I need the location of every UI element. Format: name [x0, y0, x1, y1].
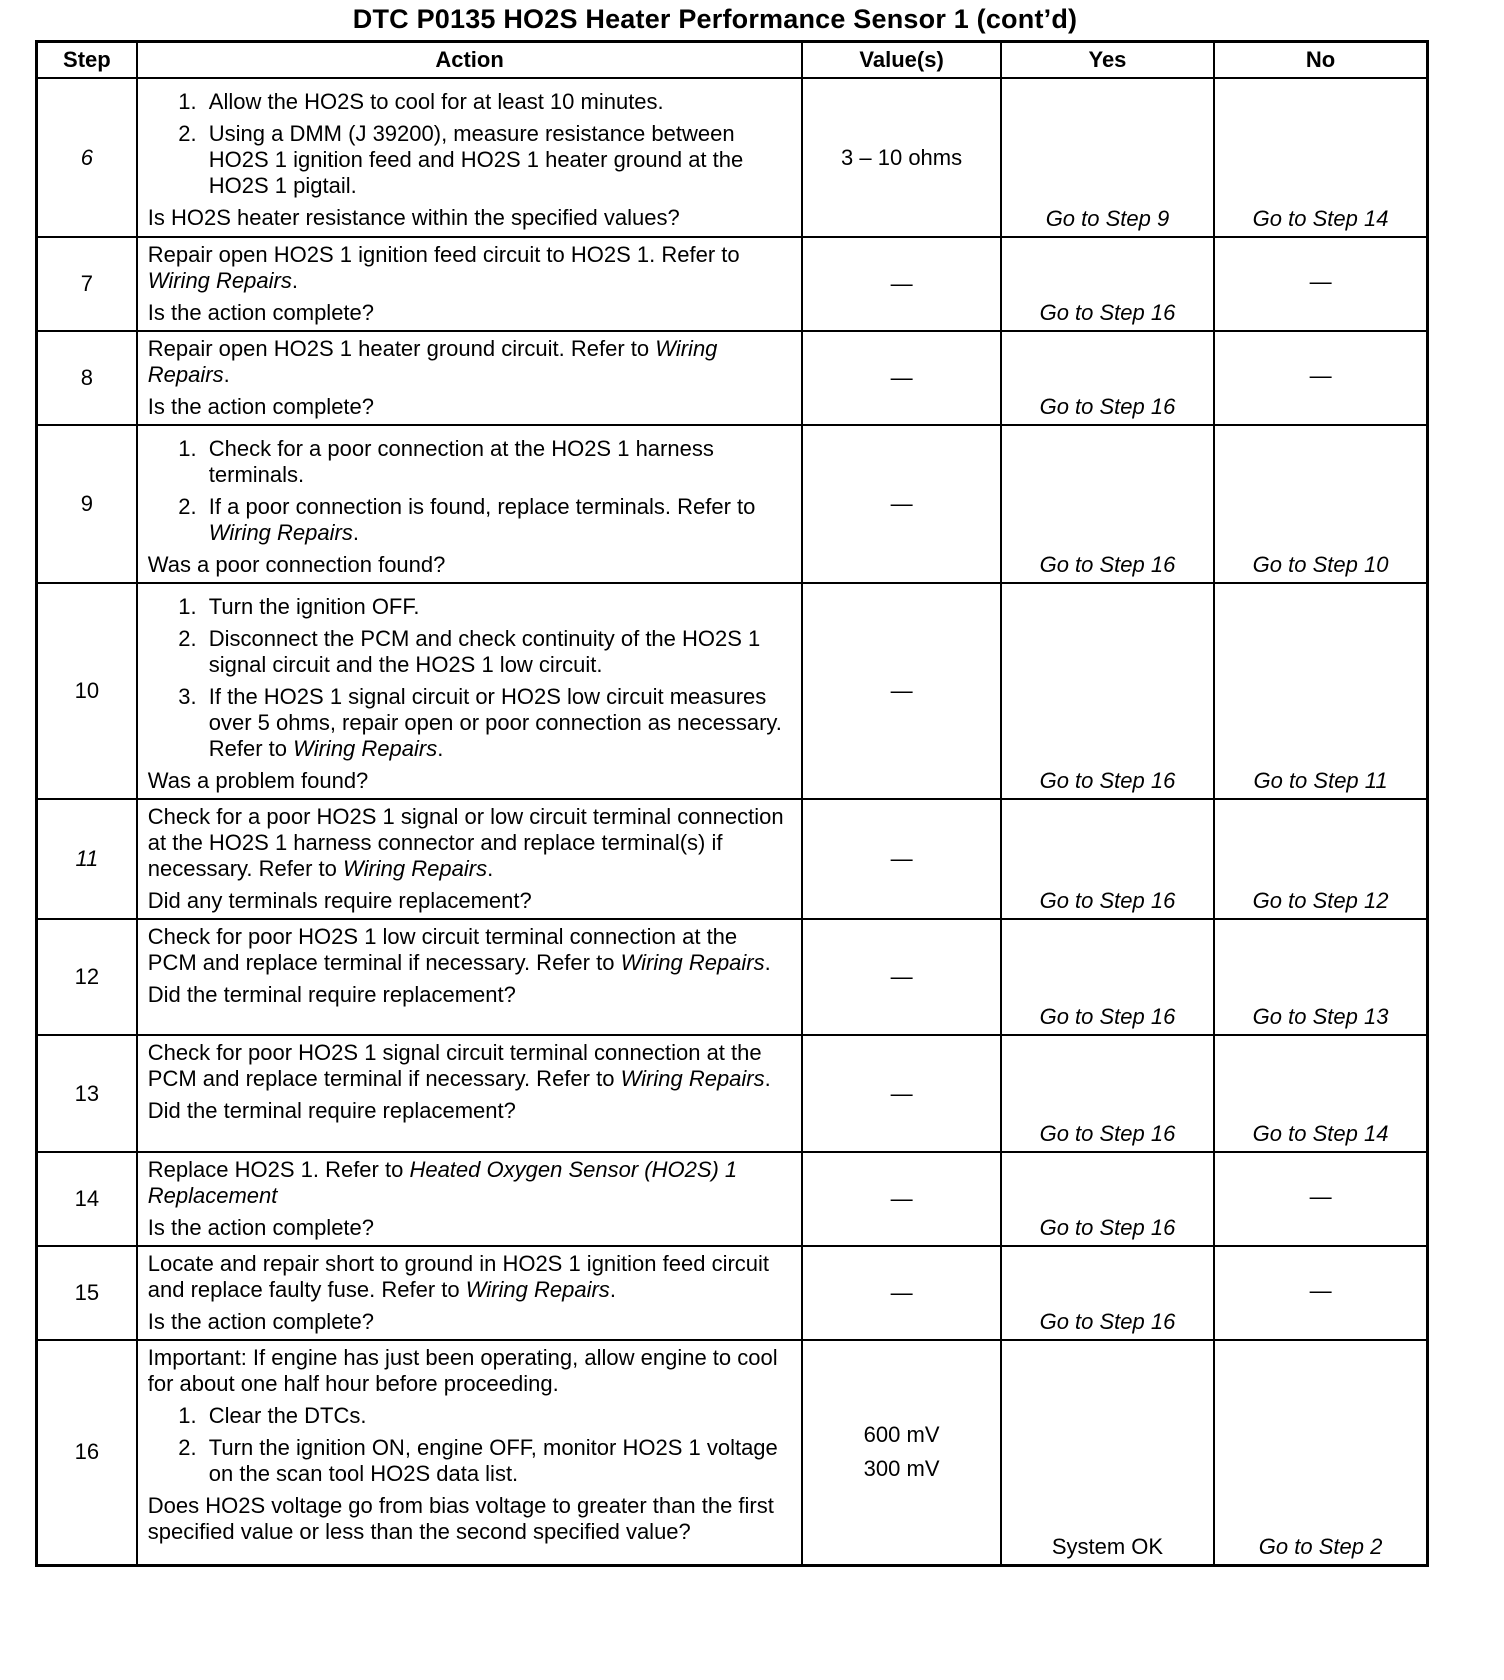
no-result: Go to Step 2 — [1214, 1340, 1427, 1565]
yes-result: Go to Step 16 — [1001, 1152, 1214, 1246]
action-text: Important: If engine has just been operating, allow engine to cool for about one half hour before proceeding. — [147, 1345, 778, 1396]
action-question: Was a poor connection found? — [147, 552, 446, 577]
value-cell — [802, 919, 1000, 1035]
value-cell — [802, 237, 1000, 331]
action-question: Did the terminal require replacement? — [147, 982, 516, 1007]
action-steps-list — [148, 594, 792, 762]
no-result: Go to Step 13 — [1214, 919, 1427, 1035]
yes-result: Go to Step 16 — [1001, 237, 1214, 331]
no-result: Go to Step 11 — [1214, 583, 1427, 799]
spec-value: — — [890, 1280, 913, 1305]
no-result: — — [1214, 1246, 1427, 1340]
table-row — [37, 919, 1428, 1035]
action-steps-list — [148, 89, 792, 199]
action-text: Locate and repair short to ground in HO2S 1 ignition feed circuit and replace faulty fuse. Refer to Wiring Repairs. — [147, 1251, 770, 1302]
action-question: Is the action complete? — [147, 394, 375, 419]
value-cell — [802, 583, 1000, 799]
value-cell — [802, 1246, 1000, 1340]
action-text: Replace HO2S 1. Refer to Heated Oxygen Sensor (HO2S) 1 Replacement — [147, 1157, 738, 1208]
action-cell — [137, 583, 803, 799]
action-cell — [137, 331, 803, 425]
action-cell — [137, 1152, 803, 1246]
action-cell — [137, 237, 803, 331]
value-cell — [802, 799, 1000, 919]
yes-result: Go to Step 16 — [1001, 583, 1214, 799]
yes-result: Go to Step 9 — [1001, 78, 1214, 237]
action-text: Check for poor HO2S 1 low circuit terminal connection at the PCM and replace terminal if necessary. Refer to Wiring Repairs. — [147, 924, 771, 975]
header-yes: Yes — [1001, 42, 1214, 79]
step-number: 6 — [37, 78, 137, 237]
action-step: 2. Using a DMM (J 39200), measure resistance between HO2S 1 ignition feed and HO2S 1 heater ground at the HO2S 1 pigtail. — [203, 121, 792, 199]
table-row — [37, 237, 1428, 331]
spec-value: — — [890, 491, 913, 516]
table-row — [37, 1152, 1428, 1246]
action-cell — [137, 78, 803, 237]
action-step: 1. Turn the ignition OFF. — [203, 594, 792, 620]
action-step: 1. Clear the DTCs. — [203, 1403, 792, 1429]
action-cell — [137, 799, 803, 919]
yes-result: Go to Step 16 — [1001, 799, 1214, 919]
value-cell — [802, 1152, 1000, 1246]
value-cell — [802, 78, 1000, 237]
action-text: Check for poor HO2S 1 signal circuit terminal connection at the PCM and replace terminal if necessary. Refer to Wiring Repairs. — [147, 1040, 771, 1091]
action-step: 2. Disconnect the PCM and check continuity of the HO2S 1 signal circuit and the HO2S 1 low circuit. — [203, 626, 792, 678]
action-cell — [137, 425, 803, 583]
action-question: Is HO2S heater resistance within the specified values? — [147, 205, 680, 230]
table-body — [37, 78, 1428, 1565]
spec-value: — — [890, 846, 913, 871]
action-step: 1. Check for a poor connection at the HO2S 1 harness terminals. — [203, 436, 792, 488]
table-row — [37, 425, 1428, 583]
step-number: 14 — [37, 1152, 137, 1246]
action-cell — [137, 1035, 803, 1152]
step-number: 12 — [37, 919, 137, 1035]
action-question: Was a problem found? — [147, 768, 369, 793]
spec-value: 600 mV — [863, 1422, 940, 1448]
header-row — [37, 42, 1428, 79]
spec-value: 300 mV — [863, 1456, 940, 1482]
spec-value: — — [890, 1186, 913, 1211]
step-number: 8 — [37, 331, 137, 425]
spec-value: 3 – 10 ohms — [841, 144, 963, 170]
spec-value: — — [890, 964, 913, 989]
yes-result: Go to Step 16 — [1001, 331, 1214, 425]
step-number: 11 — [37, 799, 137, 919]
no-result: Go to Step 10 — [1214, 425, 1427, 583]
yes-result: Go to Step 16 — [1001, 919, 1214, 1035]
diagnostic-table — [35, 40, 1429, 1567]
step-number: 7 — [37, 237, 137, 331]
table-row — [37, 1246, 1428, 1340]
action-question: Is the action complete? — [147, 1215, 375, 1240]
spec-value: — — [890, 271, 913, 296]
table-row — [37, 799, 1428, 919]
no-result: Go to Step 14 — [1214, 78, 1427, 237]
no-result: — — [1214, 331, 1427, 425]
page-title: DTC P0135 HO2S Heater Performance Sensor 1 (cont’d) — [352, 4, 1078, 34]
table-row — [37, 78, 1428, 237]
action-question: Did any terminals require replacement? — [147, 888, 532, 913]
value-cell — [802, 1035, 1000, 1152]
yes-result: System OK — [1001, 1340, 1214, 1565]
action-steps-list — [148, 436, 792, 546]
step-number: 9 — [37, 425, 137, 583]
no-result: — — [1214, 1152, 1427, 1246]
action-step: 2. If a poor connection is found, replace terminals. Refer to Wiring Repairs. — [203, 494, 792, 546]
header-values: Value(s) — [802, 42, 1000, 79]
action-cell — [137, 1246, 803, 1340]
yes-result: Go to Step 16 — [1001, 1035, 1214, 1152]
header-step: Step — [37, 42, 137, 79]
action-text: Check for a poor HO2S 1 signal or low circuit terminal connection at the HO2S 1 harness connector and replace terminal(s) if necessary. Refer to Wiring Repairs. — [147, 804, 784, 881]
action-text: Repair open HO2S 1 ignition feed circuit to HO2S 1. Refer to Wiring Repairs. — [147, 242, 740, 293]
action-cell — [137, 1340, 803, 1565]
table-row — [37, 1035, 1428, 1152]
action-question: Is the action complete? — [147, 300, 375, 325]
action-step: 1. Allow the HO2S to cool for at least 10 minutes. — [203, 89, 792, 115]
no-result: Go to Step 12 — [1214, 799, 1427, 919]
action-question: Does HO2S voltage go from bias voltage to greater than the first specified value or less than the second specified value? — [147, 1493, 774, 1544]
value-cell — [802, 425, 1000, 583]
step-number: 16 — [37, 1340, 137, 1565]
value-cell — [802, 331, 1000, 425]
table-row — [37, 331, 1428, 425]
spec-value: — — [890, 1080, 913, 1106]
yes-result: Go to Step 16 — [1001, 425, 1214, 583]
table-row — [37, 583, 1428, 799]
step-number: 13 — [37, 1035, 137, 1152]
step-number: 10 — [37, 583, 137, 799]
action-step: 3. If the HO2S 1 signal circuit or HO2S low circuit measures over 5 ohms, repair open or poor connection as necessary. Refer to Wiring Repairs. — [203, 684, 792, 762]
no-result: Go to Step 14 — [1214, 1035, 1427, 1152]
action-question: Is the action complete? — [147, 1309, 375, 1334]
header-no: No — [1214, 42, 1427, 79]
no-result: — — [1214, 237, 1427, 331]
spec-value: — — [890, 365, 913, 390]
step-number: 15 — [37, 1246, 137, 1340]
value-cell — [802, 1340, 1000, 1565]
spec-value: — — [890, 678, 913, 703]
action-cell — [137, 919, 803, 1035]
action-question: Did the terminal require replacement? — [147, 1098, 516, 1123]
action-step: 2. Turn the ignition ON, engine OFF, monitor HO2S 1 voltage on the scan tool HO2S data list. — [203, 1435, 792, 1487]
table-row — [37, 1340, 1428, 1565]
header-action: Action — [137, 42, 803, 79]
yes-result: Go to Step 16 — [1001, 1246, 1214, 1340]
action-text: Repair open HO2S 1 heater ground circuit. Refer to Wiring Repairs. — [147, 336, 718, 387]
action-steps-list — [148, 1403, 792, 1487]
